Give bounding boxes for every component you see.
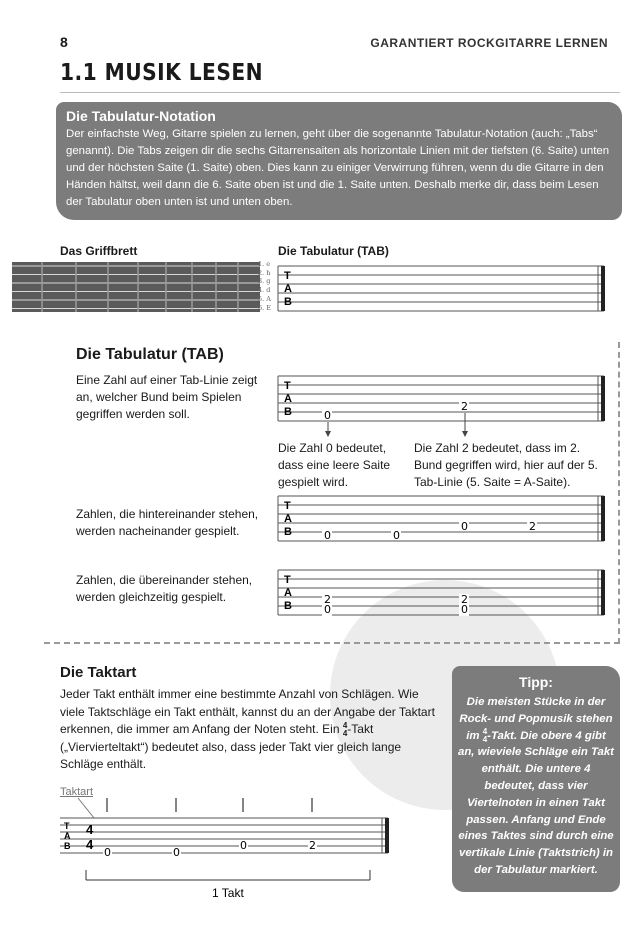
tab-clef-a: A <box>284 393 292 405</box>
string-label-2: 2. h <box>258 268 271 277</box>
tab-desc-2: Zahlen, die hintereinander stehen, werden nacheinander gespielt. <box>76 507 259 538</box>
tab-clef-b: B <box>284 296 292 308</box>
string-label-6: 6. E <box>258 303 272 312</box>
tab-number: 0 <box>173 846 180 859</box>
tipp-box <box>452 666 620 892</box>
taktart-text <box>60 686 440 774</box>
tipp-text-2: -Takt. Die obere 4 gibt an, wieviele Schläge ein Takt enthält. Die untere 4 bedeutet, dass vier Viertelnoten in einen Takt passen. Anfang und Ende eines Taktes sind durch eine vertikale Linie (Taktstrich) in der Tabulatur markiert. <box>458 729 614 876</box>
time-sig-top: 4 <box>342 720 348 730</box>
tipp-text <box>458 694 614 879</box>
tab-clef-a: A <box>284 587 292 599</box>
one-bar-label: 1 Takt <box>212 886 244 900</box>
tab-clef-b: B <box>64 841 71 851</box>
tab-number: 0 <box>324 603 331 616</box>
intro-box-text: Der einfachste Weg, Gitarre spielen zu lernen, geht über die sogenannte Tabulatur-Notation (auch: „Tabs“ genannt). Die Tabs zeigen dir die sechs Gitarrensaiten als horizontale Linien mit der tiefsten (6. Saite) unten und der höchsten Saite (1. Saite) oben. Dies kann zu einiger Verwirrung führen, wenn du die Gitarre in den Händen hältst, weil dann die 6. Saite oben ist und die 1. Saite unten. Deshalb merke dir, dass beim Lesen der Tabulatur oben unten ist und unten oben. <box>66 128 610 208</box>
string-label-3: 3. g <box>258 277 271 286</box>
tipp-text-1: Die meisten Stücke in der Rock- und Popmusik stehen im <box>459 696 613 742</box>
annotation-pointer <box>78 798 94 818</box>
tab-clef-a: A <box>284 283 292 295</box>
tab-number: 0 <box>461 520 468 533</box>
note-two: Die Zahl 2 bedeutet, dass im 2. Bund gegriffen wird, hier auf der 5. Tab-Linie (5. Saite = A-Saite). <box>414 441 598 489</box>
string-label-4: 4. d <box>258 286 271 295</box>
tab-staff-example-1 <box>278 374 608 424</box>
tab-staff-top <box>278 264 608 314</box>
note-zero: Die Zahl 0 bedeutet, dass eine leere Saite gespielt wird. <box>278 441 391 489</box>
tab-number: 2 <box>309 839 316 852</box>
tab-clef-a: A <box>64 831 71 841</box>
tab-clef-b: B <box>284 406 292 418</box>
taktart-annotation: Taktart <box>60 786 94 798</box>
tab-staff-example-3 <box>278 568 608 618</box>
chapter-title: 1.1 MUSIK LESEN <box>60 60 263 86</box>
taktart-text-after: -Takt („Viervierteltakt“) bedeutet also, dass jeder Takt vier gleich lange Schläge enthält. <box>60 722 402 771</box>
tab-number: 0 <box>104 846 111 859</box>
tipp-title: Tipp: <box>519 674 553 690</box>
tab-number: 0 <box>461 603 468 616</box>
tab-number: 0 <box>324 529 331 542</box>
taktart-text-before: Jeder Takt enthält immer eine bestimmte Anzahl von Schlägen. Wie viele Taktschläge ein Takt enthält, kannst du an der Angabe der Taktart erkennen, die immer am Anfang der Noten steht. Ein <box>60 687 435 736</box>
tab-number: 2 <box>461 400 468 413</box>
time-sig-top: 4 <box>86 822 94 837</box>
tab-clef-t: T <box>284 270 291 282</box>
tab-staff-taktart <box>60 796 390 902</box>
tab-number: 0 <box>240 839 247 852</box>
fretboard-diagram <box>12 262 262 314</box>
tab-staff-example-2 <box>278 494 608 544</box>
tab-section-heading: Die Tabulatur (TAB) <box>76 346 224 363</box>
tab-clef-t: T <box>284 380 291 392</box>
string-label-5: 5. A <box>258 294 271 303</box>
tab-clef-b: B <box>284 526 292 538</box>
tab-label-top: Die Tabulatur (TAB) <box>278 244 389 258</box>
fretboard-label: Das Griffbrett <box>60 244 138 258</box>
tab-number: 2 <box>529 520 536 533</box>
intro-box <box>56 102 622 220</box>
tab-clef-b: B <box>284 600 292 612</box>
tipp-sig-bottom: 4 <box>482 734 488 744</box>
time-sig-bottom: 4 <box>86 837 94 852</box>
page-number: 8 <box>60 34 68 50</box>
time-sig-bottom: 4 <box>342 728 348 738</box>
tab-clef-t: T <box>284 500 291 512</box>
chapter-divider <box>60 92 620 93</box>
tab-desc-1: Eine Zahl auf einer Tab-Linie zeigt an, welcher Bund beim Spielen gegriffen werden soll. <box>76 373 258 421</box>
tab-number: 2 <box>324 593 331 606</box>
tab-desc-3: Zahlen, die übereinander stehen, werden gleichzeitig gespielt. <box>76 573 253 604</box>
tipp-sig-top: 4 <box>482 726 488 736</box>
tab-clef-t: T <box>64 821 70 831</box>
tab-clef-t: T <box>284 574 291 586</box>
string-label-1: 1. e <box>258 260 271 268</box>
tab-number: 0 <box>393 529 400 542</box>
tab-number: 0 <box>324 409 331 422</box>
intro-box-title: Die Tabulatur-Notation <box>66 108 216 124</box>
taktart-heading: Die Taktart <box>60 664 137 681</box>
tab-clef-a: A <box>284 513 292 525</box>
tab-number: 2 <box>461 593 468 606</box>
running-head: GARANTIERT ROCKGITARRE LERNEN <box>370 36 608 50</box>
